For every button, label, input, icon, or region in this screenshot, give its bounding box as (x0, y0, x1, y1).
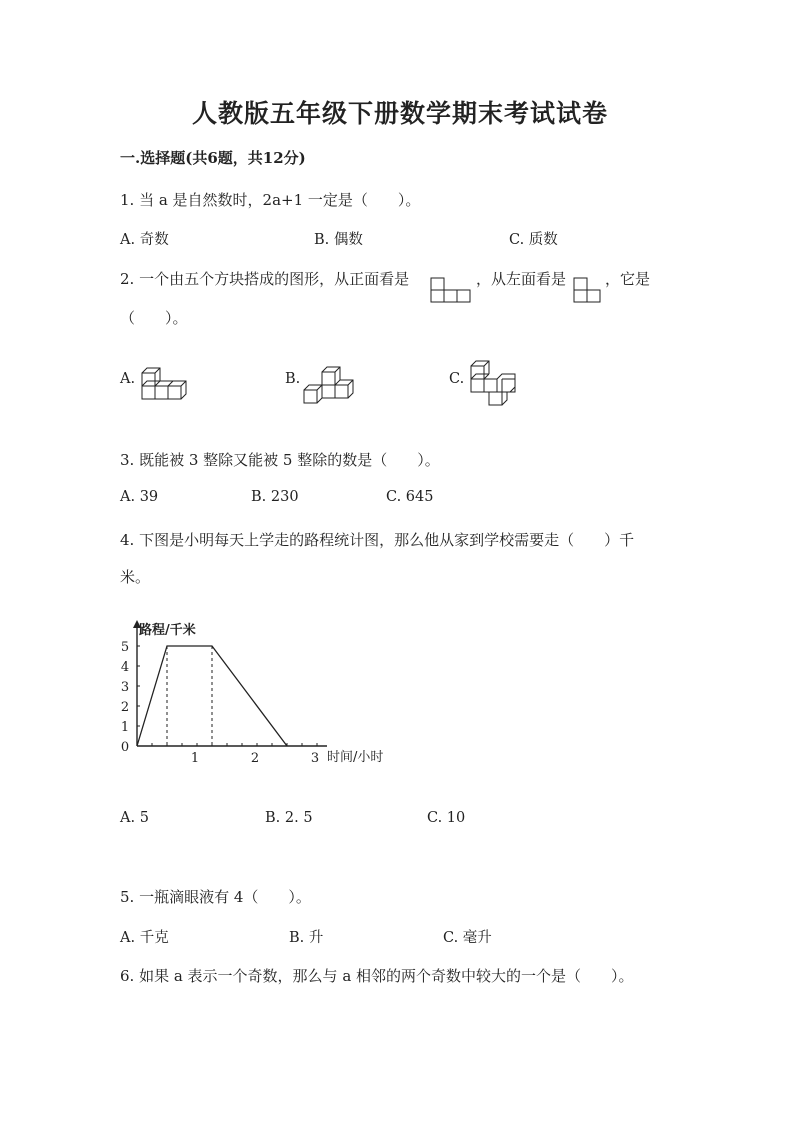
front-view-icon (430, 277, 474, 303)
q5-option-c[interactable]: C. 毫升 (443, 930, 492, 946)
x-tick-label: 1 (190, 751, 200, 766)
q3-option-b[interactable]: B. 230 (251, 489, 299, 505)
q3-option-c[interactable]: C. 645 (386, 489, 434, 505)
y-tick-label: 1 (120, 720, 130, 735)
x-tick-label: 3 (310, 751, 320, 766)
section-heading: 一.选择题(共6题，共12分) (120, 149, 306, 167)
q3-option-a[interactable]: A. 39 (120, 489, 159, 505)
x-tick-label: 2 (250, 751, 260, 766)
x-axis-title: 时间/小时 (327, 750, 384, 765)
y-tick-label: 2 (120, 700, 130, 715)
q5-option-a[interactable]: A. 千克 (120, 930, 169, 946)
y-axis-title: 路程/千米 (139, 623, 196, 638)
cube-stack-c-icon (467, 362, 519, 408)
q1-option-a[interactable]: A. 奇数 (120, 232, 169, 248)
question-3-text: 3. 既能被 3 整除又能被 5 整除的数是（ ）。 (120, 451, 440, 469)
q4-option-b[interactable]: B. 2. 5 (265, 810, 313, 826)
q5-option-b[interactable]: B. 升 (289, 930, 324, 946)
q4-option-a[interactable]: A. 5 (120, 810, 149, 826)
y-tick-label: 5 (120, 640, 130, 655)
chart-axes (133, 620, 327, 746)
left-view-icon (573, 277, 603, 303)
cube-stack-b-icon (302, 364, 354, 408)
question-2-text-d: （ ）。 (120, 309, 188, 327)
question-2-text-b: ，从左面看是 (476, 270, 567, 288)
q1-option-c[interactable]: C. 质数 (509, 232, 558, 248)
question-6-text: 6. 如果 a 表示一个奇数，那么与 a 相邻的两个奇数中较大的一个是（ ）。 (120, 967, 634, 985)
question-2-text-a: 2. 一个由五个方块搭成的图形，从正面看是 (120, 270, 410, 288)
y-tick-label: 3 (120, 680, 130, 695)
q2-option-b[interactable]: B. (285, 371, 301, 387)
question-5-text: 5. 一瓶滴眼液有 4（ ）。 (120, 888, 311, 906)
q2-option-a[interactable]: A. (120, 371, 136, 387)
page-title: 人教版五年级下册数学期末考试试卷 (191, 99, 608, 128)
y-tick-label: 4 (120, 660, 130, 675)
question-4-text-line1: 4. 下图是小明每天上学走的路程统计图，那么他从家到学校需要走（ ）千 (120, 531, 635, 549)
q4-option-c[interactable]: C. 10 (427, 810, 466, 826)
question-4-text-line2: 米。 (120, 568, 151, 586)
q1-option-b[interactable]: B. 偶数 (314, 232, 363, 248)
distance-time-chart (110, 612, 410, 772)
q2-option-c[interactable]: C. (449, 371, 465, 387)
cube-stack-a-icon (138, 366, 188, 406)
y-tick-label: 0 (120, 740, 130, 755)
question-2-text-c: ，它是 (605, 270, 651, 288)
question-1-text: 1. 当 a 是自然数时，2a+1 一定是（ ）。 (120, 191, 421, 209)
